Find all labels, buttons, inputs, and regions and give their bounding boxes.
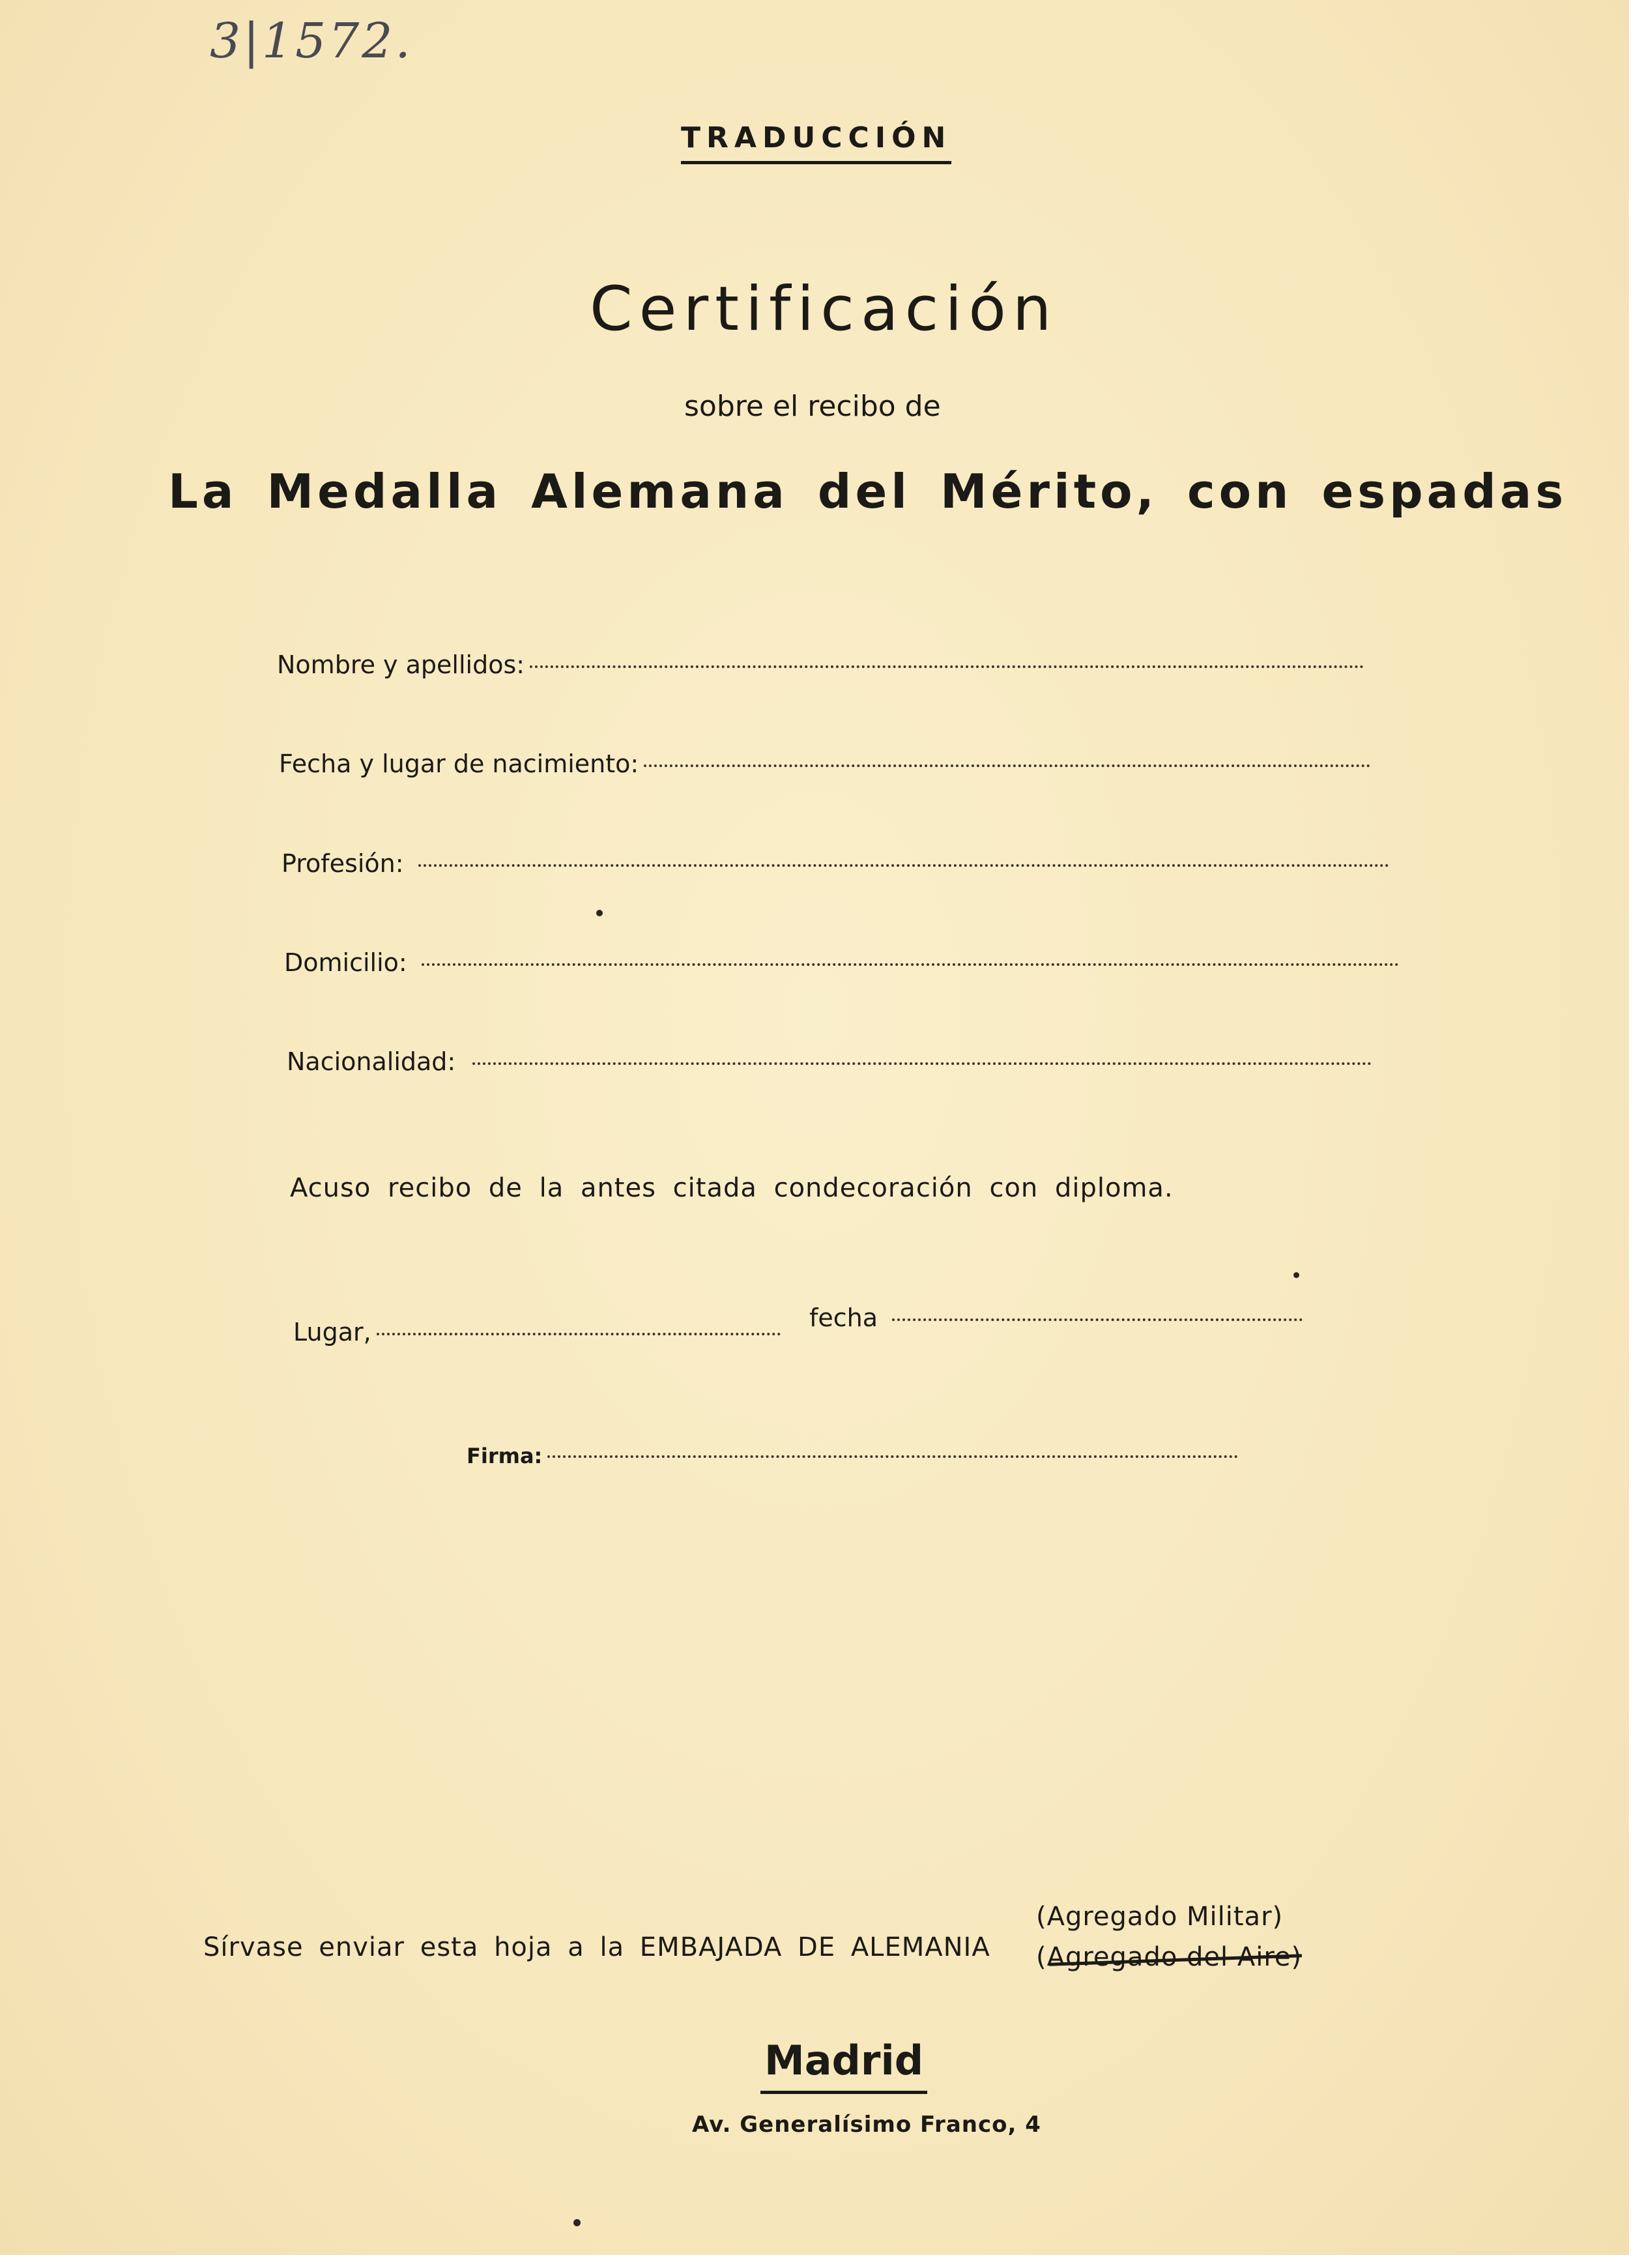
lugar-field — [293, 1318, 781, 1346]
field-nombre — [277, 650, 1364, 679]
field-profesion-blank[interactable] — [418, 864, 1389, 867]
field-fecha-lugar-label: Fecha y lugar de nacimiento: — [279, 749, 639, 778]
field-nacionalidad-blank[interactable] — [472, 1062, 1372, 1065]
field-profesion-label: Profesión: — [281, 849, 404, 878]
field-domicilio — [284, 948, 1399, 977]
translation-label: TRADUCCIÓN — [681, 121, 951, 164]
fecha-field — [809, 1303, 1303, 1332]
lugar-blank[interactable] — [377, 1333, 781, 1335]
agregado-militar-option: (Agregado Militar) — [1036, 1902, 1284, 1932]
firma-blank[interactable] — [547, 1455, 1238, 1458]
field-domicilio-blank[interactable] — [422, 963, 1399, 966]
field-fecha-lugar-blank[interactable] — [644, 764, 1370, 767]
field-profesion — [281, 849, 1389, 878]
field-domicilio-label: Domicilio: — [284, 948, 407, 977]
acknowledgement-text: Acuso recibo de la antes citada condecoración con diploma. — [290, 1173, 1174, 1203]
paper-speck — [573, 2219, 581, 2226]
embassy-address: Av. Generalísimo Franco, 4 — [692, 2112, 1041, 2138]
field-nacionalidad-label: Nacionalidad: — [287, 1047, 456, 1076]
send-instruction: Sírvase enviar esta hoja a la EMBAJADA DE ALEMANIA — [203, 1932, 990, 1962]
city-madrid: Madrid — [760, 2037, 927, 2094]
field-fecha-lugar — [279, 749, 1370, 778]
field-nombre-label: Nombre y apellidos: — [277, 650, 525, 679]
paper-speck — [1293, 1272, 1299, 1278]
field-nacionalidad — [287, 1047, 1372, 1076]
paper-speck — [596, 910, 603, 916]
firma-label: Firma: — [467, 1444, 543, 1468]
field-nombre-blank[interactable] — [530, 665, 1364, 668]
agregado-aire-option-struck — [1036, 1942, 1302, 1972]
firma-field — [467, 1444, 1238, 1468]
fecha-label: fecha — [809, 1303, 878, 1332]
fecha-blank[interactable] — [892, 1318, 1303, 1321]
medal-name-heading: La Medalla Alemana del Mérito, con espadas — [168, 464, 1568, 519]
document-title: Certificación — [590, 274, 1058, 345]
lugar-label: Lugar, — [293, 1318, 371, 1346]
document-subtitle: sobre el recibo de — [684, 390, 941, 423]
handwritten-reference-number: 3|1572. — [210, 13, 413, 69]
agregado-aire-text: (Agregado del Aire) — [1036, 1942, 1303, 1972]
